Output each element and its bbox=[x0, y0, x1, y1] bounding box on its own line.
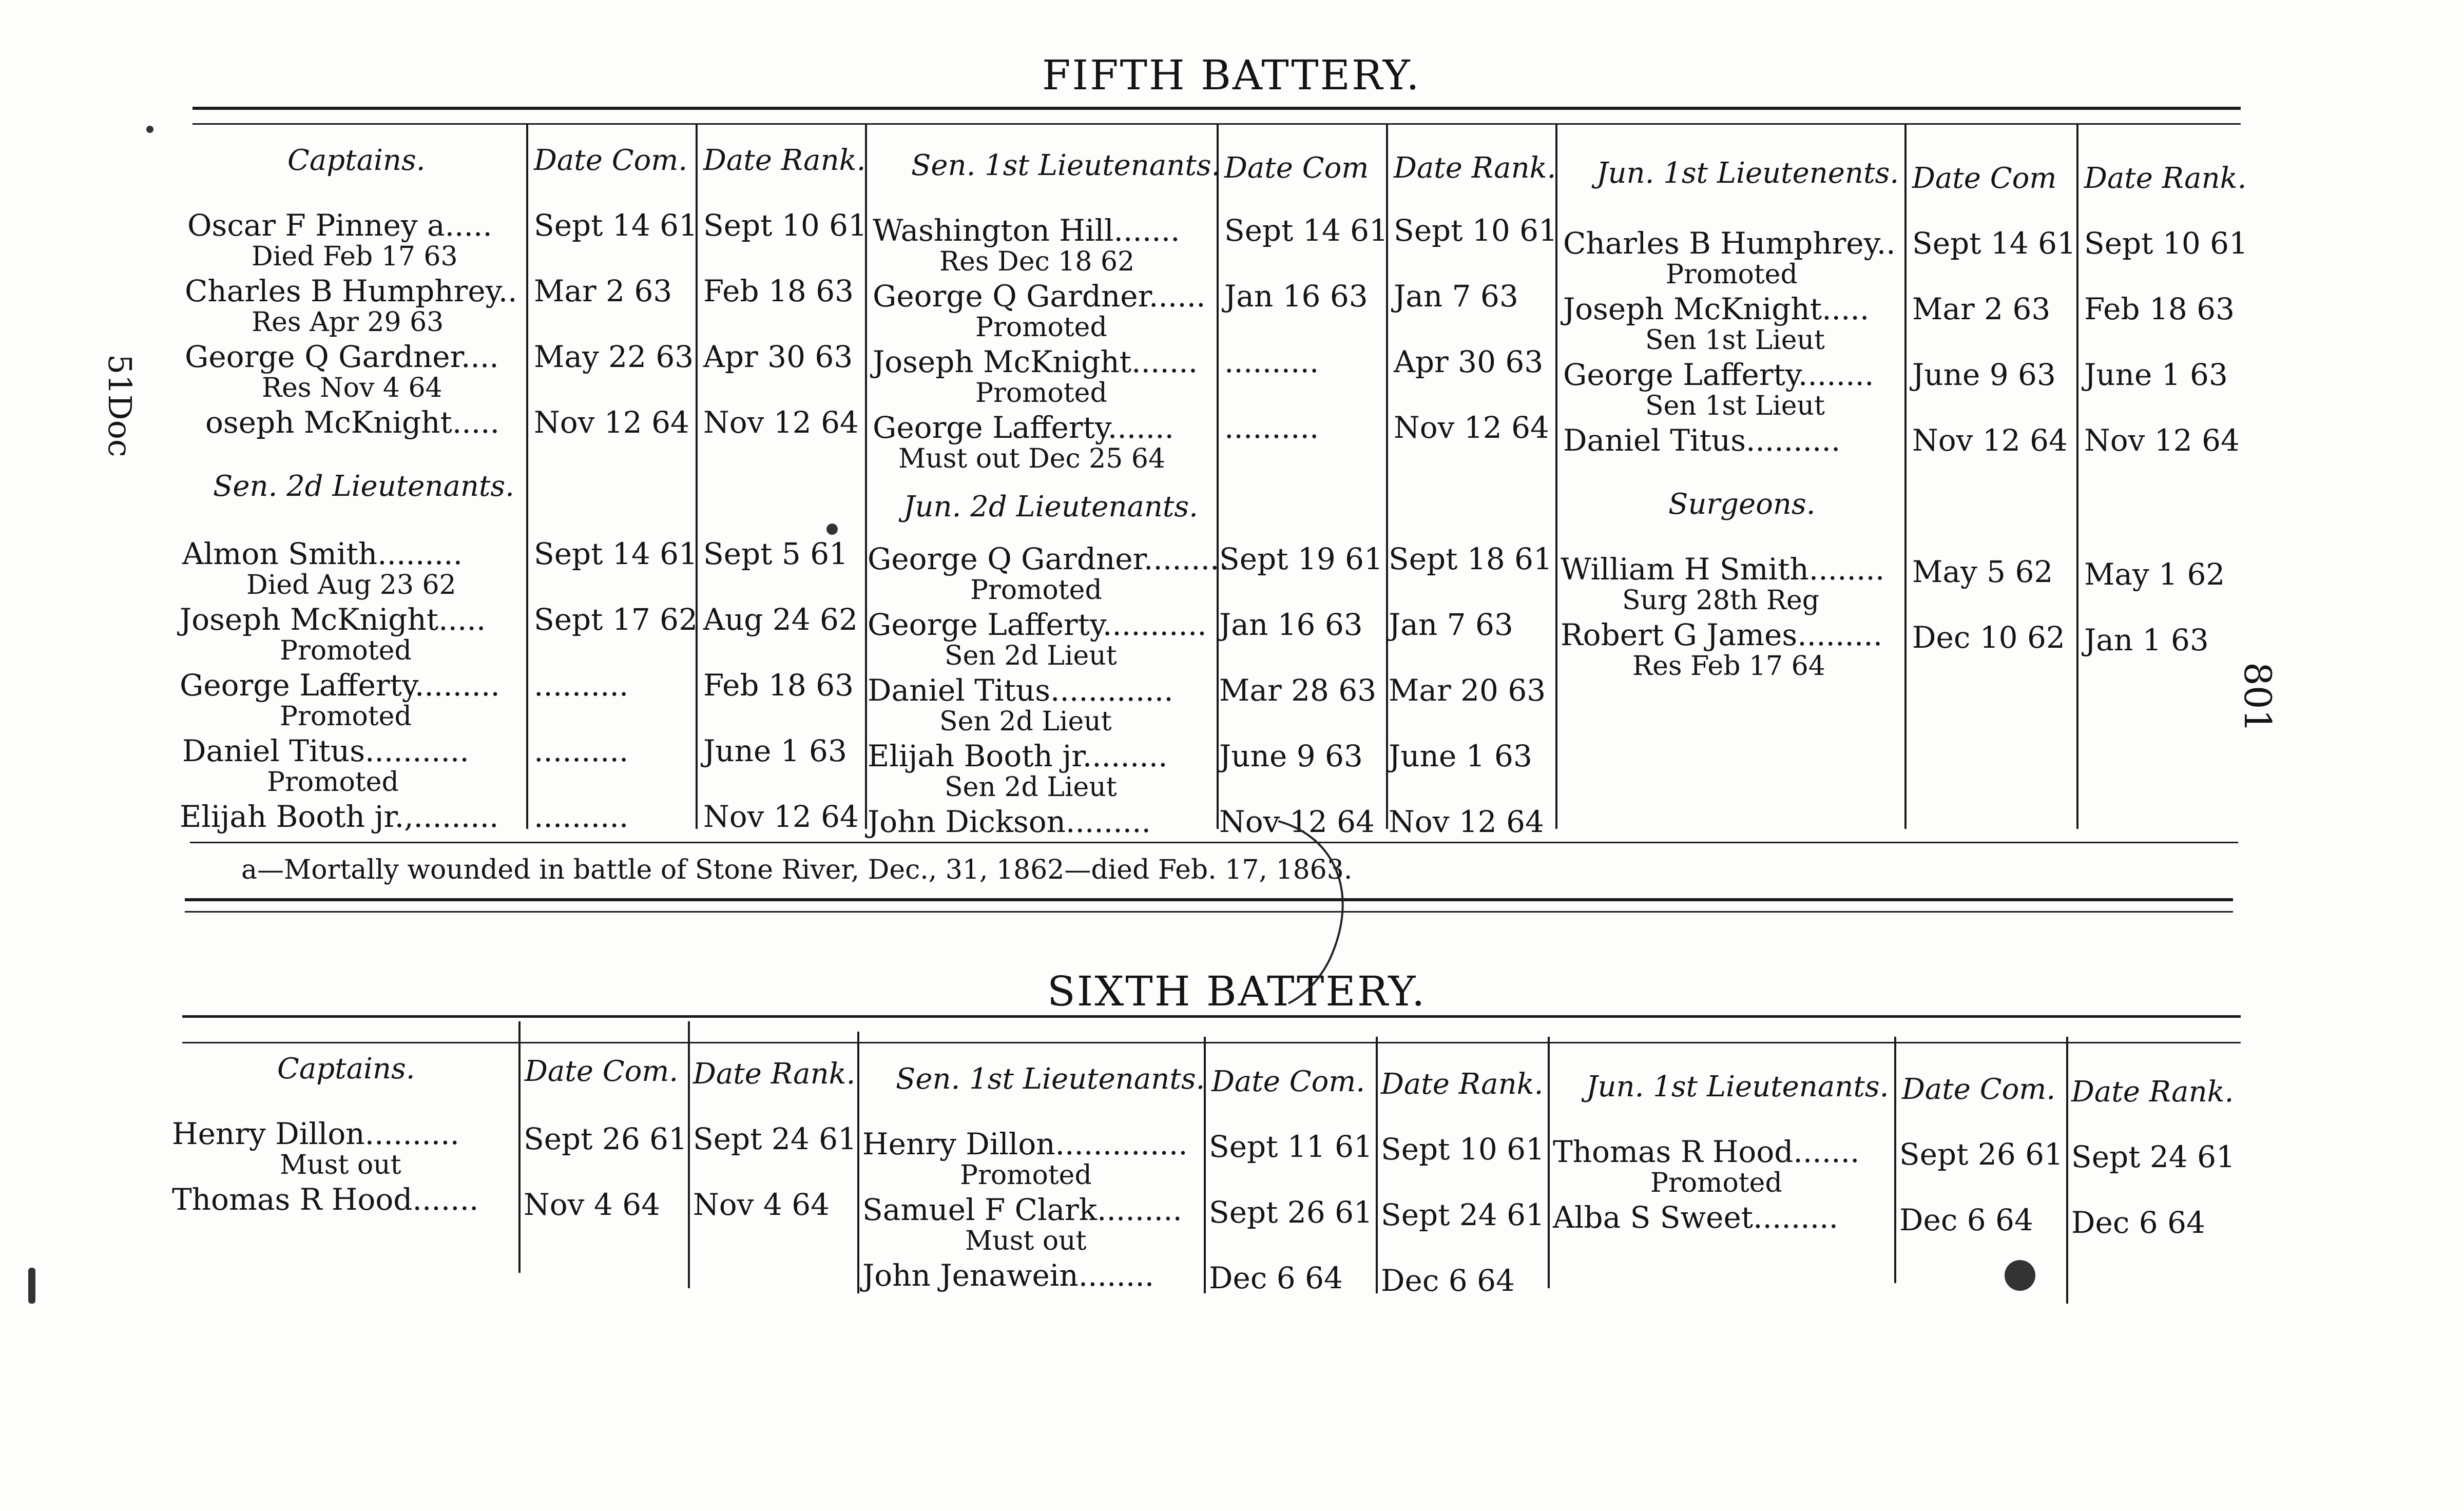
date-rank: Nov 12 64 bbox=[1389, 804, 1544, 839]
date-com: Nov 12 64 bbox=[534, 405, 689, 440]
officer-name: George Q Gardner......... bbox=[868, 541, 1229, 576]
date-com: Nov 4 64 bbox=[524, 1187, 661, 1222]
officer-name: George Lafferty....... bbox=[873, 410, 1174, 445]
date-com: Sept 14 61 bbox=[1224, 213, 1388, 248]
officer-note: Promoted bbox=[1666, 259, 1798, 290]
ink-speck bbox=[28, 1268, 35, 1304]
officer-note: Promoted bbox=[975, 378, 1107, 409]
date-rank: Jan 7 63 bbox=[1394, 279, 1518, 314]
date-com: .......... bbox=[534, 668, 629, 703]
footnote: a—Mortally wounded in battle of Stone River, Dec., 31, 1862—died Feb. 17, 1863. bbox=[241, 855, 1353, 885]
date-rank: Sept 10 61 bbox=[703, 208, 867, 243]
header-date-com: Date Com bbox=[1224, 151, 1369, 185]
date-rank: Sept 10 61 bbox=[1394, 213, 1557, 248]
fifth-col-divider bbox=[526, 123, 528, 829]
date-com: Nov 12 64 bbox=[1219, 804, 1375, 839]
header-date-rank: Date Rank. bbox=[2071, 1075, 2234, 1109]
officer-note: Sen 2d Lieut bbox=[945, 641, 1117, 671]
officer-note: Must out Dec 25 64 bbox=[898, 443, 1166, 474]
date-com: Jan 16 63 bbox=[1224, 279, 1368, 314]
date-com: Sept 26 61 bbox=[1899, 1137, 2063, 1172]
header-sen-1st-lieutenants: Sen. 1st Lieutenants. bbox=[896, 1062, 1205, 1096]
header-date-rank: Date Rank. bbox=[693, 1057, 856, 1091]
header-jun-1st-lieutenants: Jun. 1st Lieutenents. bbox=[1596, 157, 1899, 190]
officer-name: Elijah Booth jr.,......... bbox=[180, 799, 499, 834]
header-sen-2d-lieutenants: Sen. 2d Lieutenants. bbox=[213, 470, 514, 503]
header-date-rank: Date Rank. bbox=[703, 144, 866, 177]
date-rank: Sept 24 61 bbox=[693, 1121, 857, 1156]
officer-name: Robert G James......... bbox=[1561, 617, 1883, 652]
sixth-col-divider bbox=[1548, 1037, 1550, 1288]
officer-name: George Q Gardner.... bbox=[185, 339, 499, 374]
officer-name: John Dickson......... bbox=[868, 804, 1151, 839]
date-com: .......... bbox=[534, 733, 629, 768]
officer-note: Promoted bbox=[960, 1160, 1092, 1191]
header-captains: Captains. bbox=[287, 144, 426, 177]
officer-name: Charles B Humphrey.. bbox=[185, 274, 517, 308]
date-rank: Sept 10 61 bbox=[2084, 226, 2248, 261]
date-com: .......... bbox=[1224, 410, 1319, 445]
date-rank: Mar 20 63 bbox=[1389, 673, 1546, 708]
officer-note: Promoted bbox=[970, 575, 1102, 606]
officer-name: Daniel Titus............. bbox=[868, 673, 1173, 708]
date-com: Mar 2 63 bbox=[534, 274, 672, 308]
header-date-com: Date Com. bbox=[1211, 1065, 1365, 1098]
header-jun-2d-lieutenants: Jun. 2d Lieutenants. bbox=[903, 490, 1198, 524]
fifth-col-divider bbox=[1217, 123, 1219, 829]
officer-name: Almon Smith......... bbox=[182, 536, 463, 571]
officer-name: Thomas R Hood....... bbox=[1553, 1134, 1860, 1169]
date-rank: Feb 18 63 bbox=[703, 668, 854, 703]
officer-name: George Lafferty........ bbox=[1563, 357, 1874, 392]
officer-name: Henry Dillon.............. bbox=[862, 1127, 1188, 1161]
officer-name: Daniel Titus........... bbox=[182, 733, 469, 768]
officer-note: Died Feb 17 63 bbox=[252, 241, 458, 272]
date-com: Dec 10 62 bbox=[1912, 620, 2065, 655]
fifth-battery-title: FIFTH BATTERY. bbox=[1042, 51, 1421, 99]
date-rank: May 1 62 bbox=[2084, 557, 2225, 592]
officer-note: Sen 2d Lieut bbox=[945, 772, 1117, 803]
officer-note: Must out bbox=[280, 1150, 401, 1180]
date-rank: Dec 6 64 bbox=[1381, 1263, 1515, 1298]
date-com: May 5 62 bbox=[1912, 554, 2053, 589]
date-com: Dec 6 64 bbox=[1899, 1203, 2033, 1237]
date-rank: Feb 18 63 bbox=[703, 274, 854, 308]
officer-note: Must out bbox=[965, 1226, 1087, 1256]
officer-name: Oscar F Pinney a..... bbox=[187, 208, 492, 243]
date-rank: Jan 7 63 bbox=[1389, 607, 1513, 642]
date-com: Sept 14 61 bbox=[1912, 226, 2076, 261]
sixth-col-divider bbox=[1376, 1037, 1378, 1293]
officer-name: Alba S Sweet......... bbox=[1553, 1200, 1839, 1235]
officer-note: Promoted bbox=[1650, 1168, 1782, 1198]
officer-note: Surg 28th Reg bbox=[1622, 585, 1820, 616]
officer-name: George Q Gardner...... bbox=[873, 279, 1206, 314]
date-com: June 9 63 bbox=[1219, 739, 1363, 773]
header-date-rank: Date Rank. bbox=[1381, 1068, 1544, 1101]
date-rank: Nov 12 64 bbox=[703, 405, 859, 440]
date-com: .......... bbox=[534, 799, 629, 834]
officer-name: George Lafferty......... bbox=[180, 668, 500, 703]
header-captains: Captains. bbox=[277, 1052, 415, 1086]
officer-name: Samuel F Clark......... bbox=[862, 1192, 1182, 1227]
officer-name: George Lafferty........... bbox=[868, 607, 1207, 642]
date-rank: June 1 63 bbox=[1389, 739, 1532, 773]
officer-name: Joseph McKnight....... bbox=[873, 344, 1198, 379]
sixth-col-divider bbox=[518, 1021, 521, 1273]
officer-name: Thomas R Hood....... bbox=[172, 1182, 479, 1217]
header-surgeons: Surgeons. bbox=[1668, 488, 1816, 521]
header-date-rank: Date Rank. bbox=[2084, 162, 2247, 195]
officer-name: oseph McKnight..... bbox=[205, 405, 500, 440]
date-com: Sept 26 61 bbox=[524, 1121, 687, 1156]
date-com: Sept 17 62 bbox=[534, 602, 698, 637]
date-com: Sept 14 61 bbox=[534, 536, 698, 571]
header-date-rank: Date Rank. bbox=[1394, 151, 1556, 185]
officer-name: Daniel Titus.......... bbox=[1563, 423, 1841, 458]
sixth-col-divider bbox=[1894, 1037, 1896, 1283]
date-rank: Apr 30 63 bbox=[703, 339, 853, 374]
date-com: .......... bbox=[1224, 344, 1319, 379]
date-rank: Nov 12 64 bbox=[703, 799, 859, 834]
officer-name: Washington Hill....... bbox=[873, 213, 1180, 248]
sixth-col-divider bbox=[857, 1032, 859, 1293]
page-number: 801 bbox=[2236, 662, 2279, 733]
date-com: Dec 6 64 bbox=[1209, 1261, 1343, 1295]
sixth-battery-title: SIXTH BATTERY. bbox=[1047, 967, 1427, 1015]
officer-name: Joseph McKnight..... bbox=[1563, 292, 1870, 326]
sixth-col-divider bbox=[688, 1021, 690, 1288]
date-rank: Sept 5 61 bbox=[703, 536, 849, 571]
officer-name: John Jenawein........ bbox=[862, 1258, 1154, 1293]
officer-note: Res Feb 17 64 bbox=[1632, 651, 1825, 682]
officer-name: Henry Dillon.......... bbox=[172, 1116, 459, 1151]
pen-stroke bbox=[1273, 816, 1360, 1006]
sixth-top-rule bbox=[182, 1015, 2241, 1018]
officer-note: Res Dec 18 62 bbox=[939, 246, 1135, 277]
officer-note: Promoted bbox=[280, 701, 412, 732]
fifth-bottom-rule bbox=[190, 842, 2238, 843]
section-divider-rule-thin bbox=[185, 911, 2233, 913]
fifth-top-rule bbox=[192, 107, 2241, 110]
date-com: Sept 19 61 bbox=[1219, 541, 1383, 576]
header-date-com: Date Com. bbox=[525, 1055, 679, 1088]
officer-note: Promoted bbox=[280, 635, 412, 666]
officer-name: Charles B Humphrey.. bbox=[1563, 226, 1896, 261]
sixth-top-rule-thin bbox=[182, 1042, 2241, 1043]
date-rank: Nov 12 64 bbox=[2084, 423, 2240, 458]
header-date-com: Date Com. bbox=[534, 144, 688, 177]
officer-note: Sen 1st Lieut bbox=[1645, 391, 1825, 421]
date-rank: Sept 10 61 bbox=[1381, 1132, 1545, 1167]
fifth-col-divider bbox=[2076, 123, 2078, 829]
date-com: Sept 14 61 bbox=[534, 208, 698, 243]
officer-note: Promoted bbox=[975, 312, 1107, 343]
date-com: Jan 16 63 bbox=[1219, 607, 1363, 642]
date-com: May 22 63 bbox=[534, 339, 694, 374]
date-com: June 9 63 bbox=[1912, 357, 2056, 392]
officer-note: Res Nov 4 64 bbox=[262, 373, 442, 403]
date-rank: Jan 1 63 bbox=[2084, 623, 2209, 657]
date-rank: Apr 30 63 bbox=[1394, 344, 1544, 379]
officer-note: Sen 1st Lieut bbox=[1645, 325, 1825, 356]
officer-name: Elijah Booth jr......... bbox=[868, 739, 1168, 773]
header-date-com: Date Com bbox=[1912, 162, 2057, 195]
officer-note: Sen 2d Lieut bbox=[939, 706, 1112, 737]
date-com: Mar 2 63 bbox=[1912, 292, 2051, 326]
officer-name: William H Smith........ bbox=[1561, 552, 1885, 587]
sixth-col-divider bbox=[2066, 1037, 2068, 1304]
date-rank: Feb 18 63 bbox=[2084, 292, 2235, 326]
section-divider-rule bbox=[185, 898, 2233, 901]
header-sen-1st-lieutenants: Sen. 1st Lieutenants. bbox=[911, 149, 1221, 182]
ink-speck bbox=[826, 524, 838, 535]
header-date-com: Date Com. bbox=[1902, 1073, 2056, 1106]
date-com: Nov 12 64 bbox=[1912, 423, 2068, 458]
date-rank: Nov 4 64 bbox=[693, 1187, 830, 1222]
date-com: Sept 26 61 bbox=[1209, 1195, 1373, 1230]
ink-speck bbox=[146, 126, 153, 133]
officer-note: Died Aug 23 62 bbox=[246, 570, 456, 600]
date-rank: Sept 24 61 bbox=[1381, 1197, 1545, 1232]
ink-speck bbox=[2005, 1260, 2035, 1291]
date-rank: Aug 24 62 bbox=[703, 602, 858, 637]
date-com: Mar 28 63 bbox=[1219, 673, 1377, 708]
date-rank: June 1 63 bbox=[2084, 357, 2228, 392]
officer-name: Joseph McKnight..... bbox=[180, 602, 486, 637]
officer-note: Promoted bbox=[267, 767, 399, 798]
margin-doc-number: 51Doc bbox=[101, 354, 139, 457]
date-rank: Sept 18 61 bbox=[1389, 541, 1552, 576]
date-com: Sept 11 61 bbox=[1209, 1129, 1373, 1164]
date-rank: Nov 12 64 bbox=[1394, 410, 1549, 445]
officer-note: Res Apr 29 63 bbox=[252, 307, 444, 338]
date-rank: Sept 24 61 bbox=[2071, 1139, 2235, 1174]
fifth-col-divider bbox=[1904, 123, 1907, 829]
date-rank: June 1 63 bbox=[703, 733, 847, 768]
header-jun-1st-lieutenants: Jun. 1st Lieutenants. bbox=[1586, 1070, 1889, 1103]
date-rank: Dec 6 64 bbox=[2071, 1205, 2205, 1240]
